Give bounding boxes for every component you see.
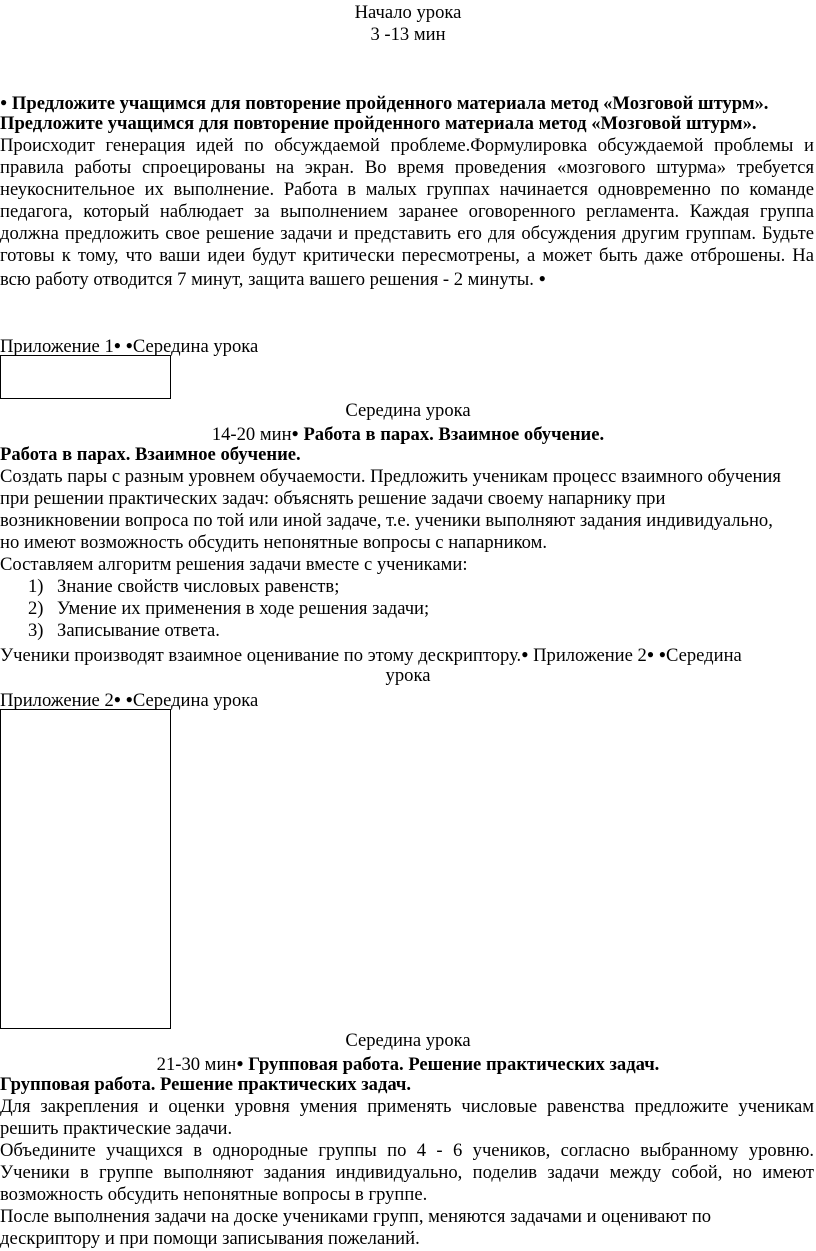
section1-time: 3 -13 мин xyxy=(370,24,446,45)
section1-para-line: Происходит генерация идей по обсуждаемой проблеме.Формулировка обсуждаемой проблемы и xyxy=(0,135,814,156)
section1-heading: Начало урока xyxy=(354,2,462,23)
bullet-icon: ● xyxy=(291,426,299,440)
bullet-icon: ● xyxy=(658,647,666,661)
closing-suffix: Середина xyxy=(666,645,742,666)
section2-bold-title: Работа в парах. Взаимное обучение. xyxy=(0,444,301,465)
section3-para-line: возможность обсудить непонятные вопросы в группе. xyxy=(0,1184,428,1205)
bullet-icon: ● xyxy=(113,338,121,352)
bullet-icon: ● xyxy=(125,692,133,706)
section1-bold-text1: Предложите учащимся для повторение пройденного материала метод «Мозговой штурм». xyxy=(11,93,769,114)
closing-appendix: Приложение 2 xyxy=(533,645,647,666)
section2-time-line xyxy=(0,422,816,446)
step-text: Записывание ответа. xyxy=(57,620,220,641)
section2-para-line: Создать пары с разным уровнем обучаемости. Предложить ученикам процесс взаимного обучения xyxy=(0,466,781,487)
section2-heading: Середина урока xyxy=(345,400,471,421)
section1-bold-line2: Предложите учащимся для повторение пройденного материала метод «Мозговой штурм». xyxy=(0,113,757,134)
step-text: Умение их применения в ходе решения задачи; xyxy=(57,598,430,619)
section2-para-line: возникновении вопроса по той или иной задаче, т.е. ученики выполняют задания индивидуально, xyxy=(0,510,773,531)
step-number: 3) xyxy=(28,620,44,641)
section3-time-line xyxy=(0,1052,816,1076)
appendix-label: Приложение 2 xyxy=(0,690,114,711)
bullet-icon: ● xyxy=(0,95,8,109)
section3-para-line: Объедините учащихся в однородные группы по 4 - 6 учеников, согласно выбранному уровню. xyxy=(0,1140,814,1161)
section3-para-line: После выполнения задачи на доске учениками групп, меняются задачами и оценивают по xyxy=(0,1206,712,1227)
closing-text: Ученики производят взаимное оценивание по этому дескриптору. xyxy=(0,645,522,666)
section3-heading: Середина урока xyxy=(345,1030,471,1051)
appendix1-image-placeholder xyxy=(0,355,171,399)
step-number: 2) xyxy=(28,598,44,619)
section1-para-line: педагога, который наблюдает за выполнением заранее оговоренного регламента. Каждая группа xyxy=(0,201,814,222)
section1-bold-line1 xyxy=(0,91,768,115)
section2-closing-wrap: урока xyxy=(385,665,431,686)
bullet-icon: ● xyxy=(125,338,133,352)
step-text: Знание свойств числовых равенств; xyxy=(57,576,340,597)
section2-para-line: Составляем алгоритм решения задачи вместе с учениками: xyxy=(0,554,468,575)
section3-para-line: решить практические задачи. xyxy=(0,1118,233,1139)
section3-para-line: Ученики в группе выполняют задания индивидуально, поделив задачи между собой, но имеют xyxy=(0,1162,814,1183)
section3-para-line: Для закрепления и оценки уровня умения применять числовые равенства предложите ученикам xyxy=(0,1096,814,1117)
section1-para-last xyxy=(0,267,546,291)
section3-para-line: дескриптору и при помощи записывания пожеланий. xyxy=(0,1228,420,1249)
step-number: 1) xyxy=(28,576,44,597)
section1-para-line: должна предложить свое решение задачи и представить его для обсуждения другим группам. Будьте xyxy=(0,223,814,244)
section2-time-title: Работа в парах. Взаимное обучение. xyxy=(303,424,605,445)
section2-time: 14-20 мин xyxy=(211,424,292,445)
bullet-icon: ● xyxy=(538,271,546,285)
section1-para-line: правила работы спроецированы на экран. Во время проведения «мозгового штурма» требуется xyxy=(0,157,814,178)
section1-para-line: неукоснительное их выполнение. Работа в малых группах начинается одновременно по команде xyxy=(0,179,814,200)
appendix2-image-placeholder xyxy=(0,709,171,1029)
appendix-suffix: Середина урока xyxy=(132,690,259,711)
appendix-label: Приложение 1 xyxy=(0,336,114,357)
section3-time: 21-30 мин xyxy=(156,1054,237,1075)
bullet-icon: ● xyxy=(236,1056,244,1070)
section3-time-title: Групповая работа. Решение практических задач. xyxy=(248,1054,660,1075)
bullet-icon: ● xyxy=(646,647,655,661)
section1-para-line: готовы к тому, что ваши идеи будут критически пересмотрены, а может быть даже отброшены. На xyxy=(0,245,814,266)
bullet-icon: ● xyxy=(521,647,529,661)
section2-closing-line xyxy=(0,643,742,667)
section1-para-text: всю работу отводится 7 минут, защита вашего решения - 2 минуты. xyxy=(0,269,534,290)
section3-bold-title: Групповая работа. Решение практических задач. xyxy=(0,1074,412,1095)
bullet-icon: ● xyxy=(113,692,121,706)
section2-para-line: но имеют возможность обсудить непонятные вопросы с напарником. xyxy=(0,532,548,553)
appendix-suffix: Середина урока xyxy=(132,336,259,357)
section2-para-line: при решении практических задач: объяснять решение задачи своему напарнику при xyxy=(0,488,666,509)
